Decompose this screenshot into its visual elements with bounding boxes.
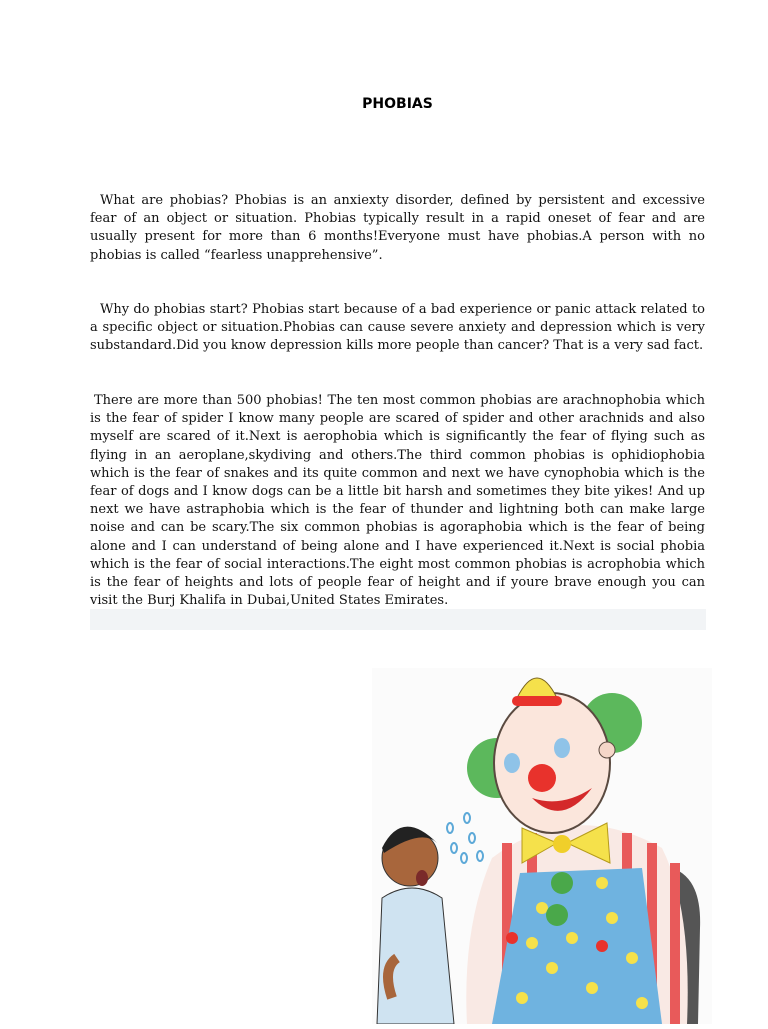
shaded-blank-line	[90, 609, 706, 630]
page-title: PHOBIAS	[362, 96, 433, 112]
paragraph-common-phobias: There are more than 500 phobias! The ten most common phobias are arachnophobia which is the fear of spider I know many people are scared of spider and other arachnids and also myself are scared of it.Next is aerophobia which is significantly the fear of flying such as flying in an aeroplane,skydiving and others.The third common phobias is ophidiophobia which is the fear of snakes and its quite common and next we have cynophobia which is the fear of dogs and I know dogs can be a little bit harsh and sometimes they bite yikes! And up next we have astraphobia which is the fear of thunder and lightning both can make large noise and can be scary.The six common phobias is agoraphobia which is the fear of being alone and I can understand of being alone and I have experienced it.Next is social phobia which is the fear of social interactions.The eight most common phobias is acrophobia which is the fear of heights and lots of people fear of height and if youre brave enough you can visit the Burj Khalifa in Dubai,United States Emirates.	[90, 393, 705, 609]
clown-illustration	[372, 668, 712, 1024]
paragraph-causes: Why do phobias start? Phobias start because of a bad experience or panic attack related to a specific object or situation.Phobias can cause severe anxiety and depression which is very substandard.Did you know depression kills more people than cancer? That is a very sad fact.	[90, 302, 705, 354]
paragraph-intro: What are phobias? Phobias is an anxiexty disorder, defined by persistent and excessive fear of an object or situation. Phobias typically result in a rapid oneset of fear and are usually present for more than 6 months!Everyone must have phobias.A person with no phobias is called “fearless unapprehensive”.	[90, 193, 705, 263]
clown-scaring-boy-icon	[372, 668, 712, 1024]
